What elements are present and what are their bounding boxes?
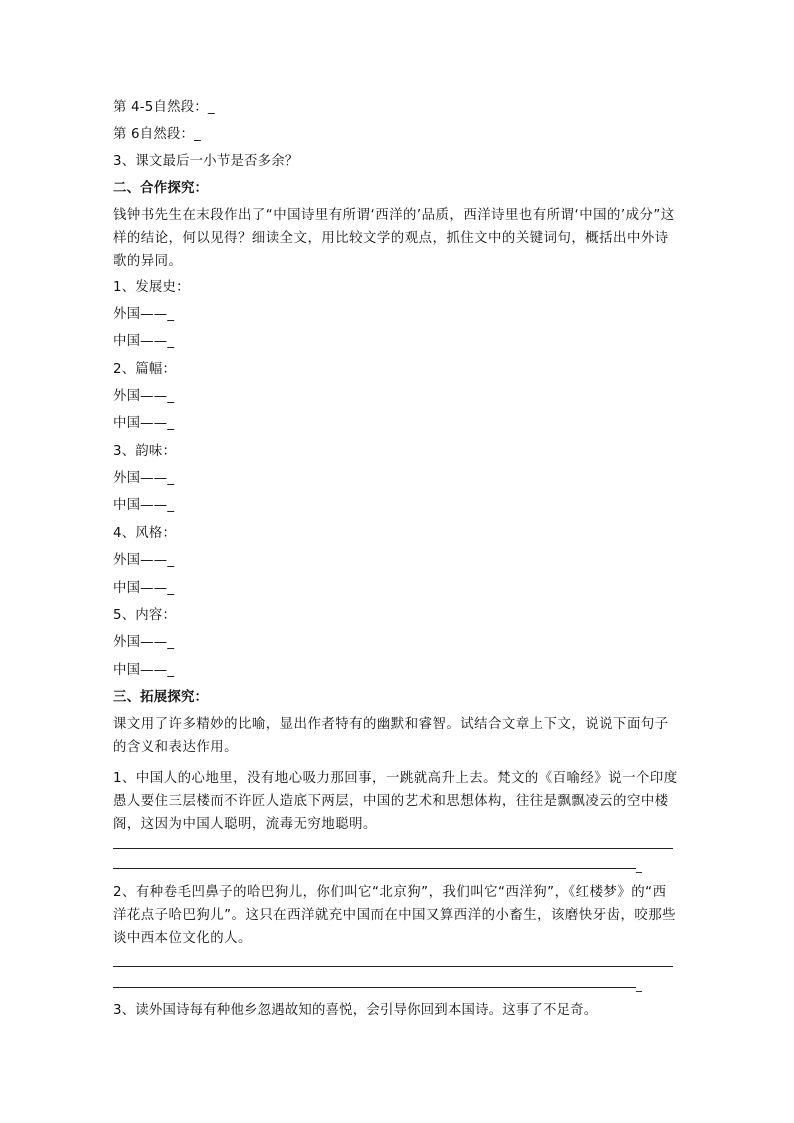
question-3: 3、课文最后一小节是否多余？	[113, 154, 299, 169]
section-2-intro: 钱钟书先生在末段作出了“中国诗里有所谓‘西洋的’品质，西洋诗里也有所谓‘中国的’成分”这样的结论，何以见得？细读全文，用比较文学的观点，抓住文中的关键词句，概括出中外诗歌的异同。	[113, 208, 675, 269]
comparison-label: 4、风格：	[113, 526, 177, 541]
answer-line	[113, 848, 673, 849]
comparison-label: 5、内容：	[113, 608, 177, 623]
paragraph-6-prompt: 第 6自然段：_	[113, 127, 202, 142]
comparison-china: 中国——_	[113, 416, 175, 431]
comparison-china: 中国——_	[113, 334, 175, 349]
section-2-title: 二、合作探究：	[113, 181, 209, 196]
comparison-china: 中国——_	[113, 498, 175, 513]
comparison-label: 1、发展史：	[113, 280, 190, 295]
answer-line-end: _	[636, 859, 642, 873]
comparison-foreign: 外国——_	[113, 635, 175, 650]
comparison-foreign: 外国——_	[113, 307, 175, 322]
section-3-title: 三、拓展探究：	[113, 690, 209, 705]
comparison-label: 2、篇幅：	[113, 362, 177, 377]
comparison-foreign: 外国——_	[113, 553, 175, 568]
section-3-intro: 课文用了许多精妙的比喻，显出作者特有的幽默和睿智。试结合文章上下文，说说下面句子的含义和表达作用。	[113, 717, 669, 755]
comparison-label: 3、韵味：	[113, 444, 177, 459]
answer-line	[113, 987, 636, 988]
quote-2: 2、有种卷毛凹鼻子的哈巴狗儿，你们叫它“北京狗”，我们叫它“西洋狗”，《红楼梦》的“西洋花点子哈巴狗儿”。这只在西洋就充中国而在中国又算西洋的小畜生，该磨快牙齿，咬那些谈中西本位文化的人。	[113, 885, 677, 946]
comparison-foreign: 外国——_	[113, 389, 175, 404]
quote-1: 1、中国人的心地里，没有地心吸力那回事，一跳就高升上去。梵文的《百喻经》说一个印度愚人要住三层楼而不许匠人造底下两层，中国的艺术和思想体构，往往是飘飘凌云的空中楼阁，这因为中国人聪明，流毒无穷地聪明。	[113, 771, 678, 832]
quote-3: 3、读外国诗每有种他乡忽遇故知的喜悦，会引导你回到本国诗。这事了不足奇。	[113, 1003, 598, 1018]
comparison-foreign: 外国——_	[113, 471, 175, 486]
answer-line-end: _	[636, 978, 642, 992]
answer-line	[113, 868, 636, 869]
comparison-china: 中国——_	[113, 581, 175, 596]
paragraph-4-5-prompt: 第 4-5自然段：_	[113, 100, 215, 115]
answer-line	[113, 966, 673, 967]
comparison-china: 中国——_	[113, 663, 175, 678]
